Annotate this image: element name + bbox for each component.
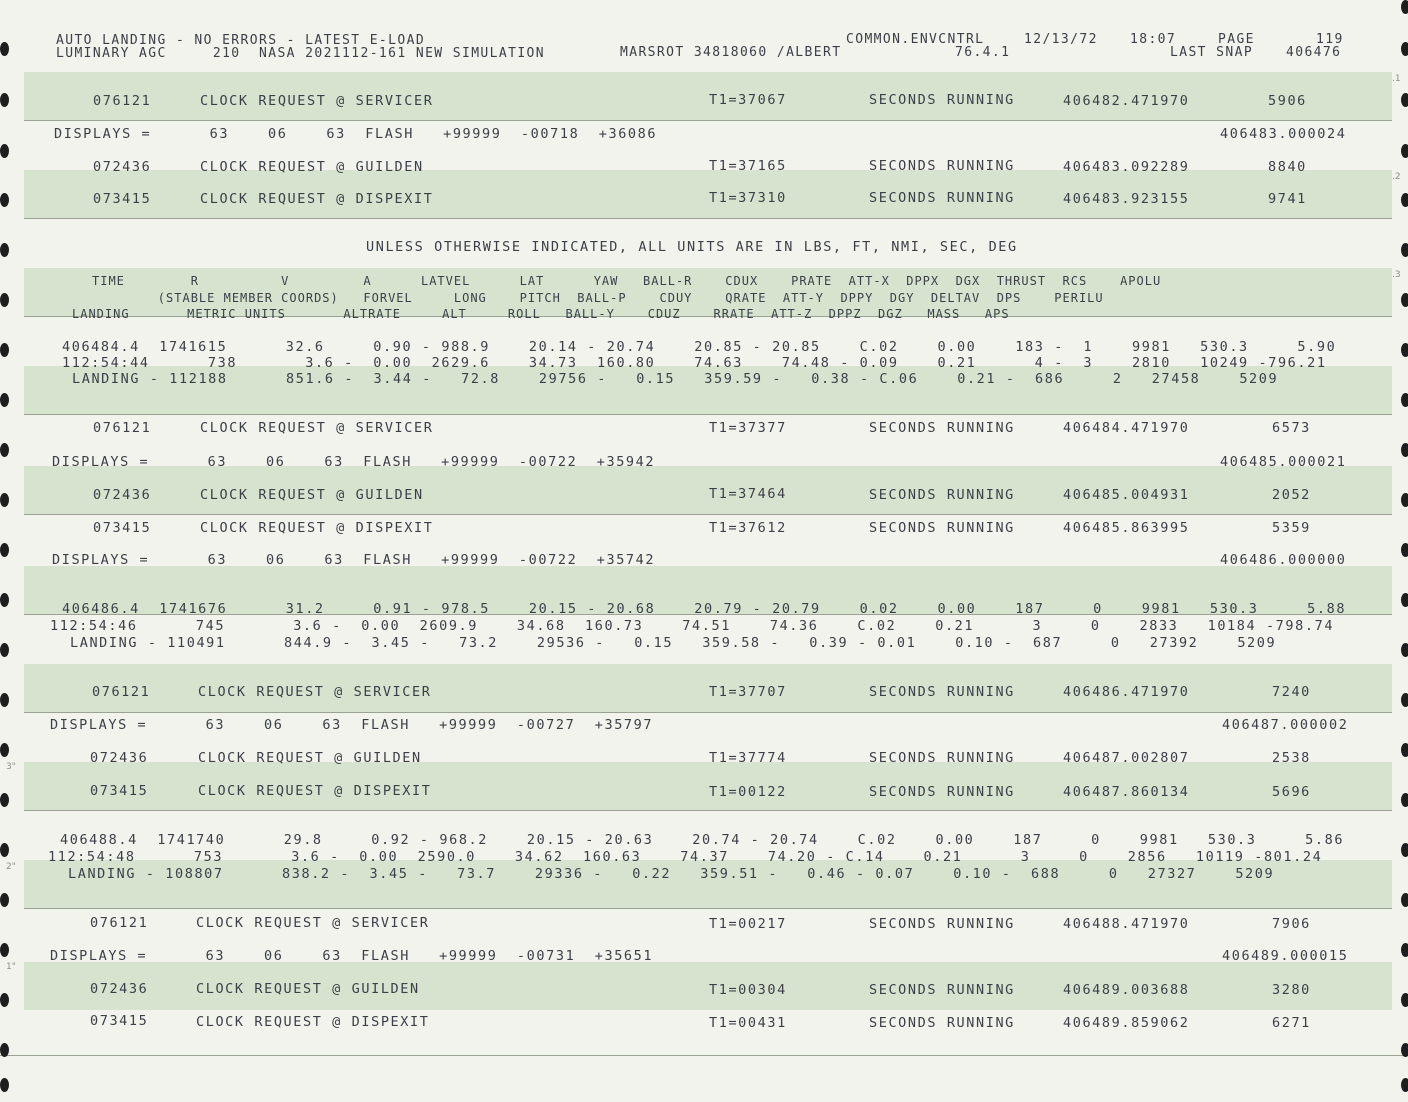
feed-hole [1401,493,1408,507]
gutter-mark: 2" [6,862,16,872]
feed-hole [1401,343,1408,357]
snapshot-line-2: 112:54:46 745 3.6 - 0.00 2609.9 34.68 160.73 74.51 74.36 C.02 0.21 3 0 2833 10184 -798.74 [50,618,1335,634]
feed-hole [1401,693,1408,707]
event-label: CLOCK REQUEST @ SERVICER [198,684,432,700]
band-rule [24,712,1392,713]
gutter-mark: .2 [1392,172,1401,182]
units-note: UNLESS OTHERWISE INDICATED, ALL UNITS ARE IN LBS, FT, NMI, SEC, DEG [366,239,1018,255]
header-version: 76.4.1 [955,45,1011,60]
event-count: 7240 [1272,684,1311,700]
event-count: 8840 [1268,159,1307,175]
gutter-mark: 1" [6,962,16,972]
feed-hole [0,243,9,257]
event-t1: T1=00304 [709,982,787,998]
feed-hole [1401,643,1408,657]
event-label: CLOCK REQUEST @ SERVICER [196,915,430,931]
header-subtitle: LUMINARY AGC 210 NASA 2021112-161 NEW SIMULATION [56,46,546,61]
event-count: 6573 [1272,420,1311,436]
event-address: 073415 [90,783,149,799]
snapshot-line-3: LANDING - 112188 851.6 - 3.44 - 72.8 29756 - 0.15 359.59 - 0.38 - C.06 0.21 - 686 2 27458 5209 [72,371,1279,387]
event-address: 076121 [90,915,149,931]
event-seconds: 406486.471970 [1063,684,1190,700]
snapshot-line-1: 406488.4 1741740 29.8 0.92 - 968.2 20.15 - 20.63 20.74 - 20.74 C.02 0.00 187 0 9981 530.3 5.86 [60,832,1345,848]
column-header-line: TIME R V A LATVEL LAT YAW BALL-R CDUX PRATE ATT-X DPPX DGX THRUST RCS APOLU [92,274,1162,288]
feed-hole [0,993,9,1007]
event-seconds: 406485.863995 [1063,520,1190,536]
event-t1: T1=37774 [709,750,787,766]
band-rule [24,218,1392,219]
event-count: 2052 [1272,487,1311,503]
event-status: SECONDS RUNNING [869,916,1015,932]
feed-hole [0,443,9,457]
feed-hole [1401,293,1408,307]
feed-hole [0,193,9,207]
event-seconds: 406483.092289 [1063,159,1190,175]
band-rule [24,414,1392,415]
event-label: CLOCK REQUEST @ DISPEXIT [200,520,434,536]
feed-hole [0,843,9,857]
header-date: 12/13/72 [1024,32,1098,47]
event-t1: T1=00431 [709,1015,787,1031]
event-status: SECONDS RUNNING [869,750,1015,766]
feed-hole [1401,893,1408,907]
band-rule [24,120,1392,121]
displays-stamp: 406487.000002 [1222,717,1349,733]
event-status: SECONDS RUNNING [869,982,1015,998]
feed-hole [1401,243,1408,257]
snapshot-line-1: 406484.4 1741615 32.6 0.90 - 988.9 20.14 - 20.74 20.85 - 20.85 C.02 0.00 183 - 1 9981 530.3 5.90 [62,339,1337,355]
feed-hole [0,293,9,307]
snapshot-line-1: 406486.4 1741676 31.2 0.91 - 978.5 20.15 - 20.68 20.79 - 20.79 0.02 0.00 187 0 9981 530.3 5.88 [62,601,1347,617]
feed-hole [0,893,9,907]
feed-hole [0,42,9,56]
event-label: CLOCK REQUEST @ GUILDEN [200,159,424,175]
feed-hole [1401,943,1408,957]
band-rule [24,514,1392,515]
feed-hole [1401,743,1408,757]
event-status: SECONDS RUNNING [869,784,1015,800]
event-seconds: 406488.471970 [1063,916,1190,932]
band-rule [24,810,1392,811]
header-title: AUTO LANDING - NO ERRORS - LATEST E-LOAD [56,33,426,48]
event-count: 2538 [1272,750,1311,766]
event-status: SECONDS RUNNING [869,684,1015,700]
event-label: CLOCK REQUEST @ SERVICER [200,420,434,436]
snapshot-line-3: LANDING - 110491 844.9 - 3.45 - 73.2 29536 - 0.15 359.58 - 0.39 - 0.01 0.10 - 687 0 27392 5209 [70,635,1277,651]
displays-stamp: 406485.000021 [1220,454,1347,470]
event-t1: T1=00217 [709,916,787,932]
feed-hole [0,393,9,407]
column-header-line: LANDING METRIC UNITS ALTRATE ALT ROLL BALL-Y CDUZ RRATE ATT-Z DPPZ DGZ MASS APS [72,307,1010,321]
gutter-mark: .1 [1392,74,1401,84]
feed-hole [1401,0,1408,14]
feed-hole [0,943,9,957]
feed-hole [0,1043,9,1057]
feed-hole [0,593,9,607]
event-address: 073415 [90,1013,149,1029]
feed-hole [1401,393,1408,407]
displays-values: DISPLAYS = 63 06 63 FLASH +99999 -00731 +35651 [50,948,654,964]
event-label: CLOCK REQUEST @ GUILDEN [198,750,422,766]
feed-hole [0,493,9,507]
event-address: 072436 [93,159,152,175]
event-label: CLOCK REQUEST @ GUILDEN [200,487,424,503]
header-snap-number: 406476 [1286,45,1342,60]
event-address: 076121 [93,93,152,109]
feed-hole [1401,443,1408,457]
event-seconds: 406483.923155 [1063,191,1190,207]
displays-stamp: 406483.000024 [1220,126,1347,142]
feed-hole [1401,1078,1408,1092]
event-count: 9741 [1268,191,1307,207]
event-status: SECONDS RUNNING [869,487,1015,503]
displays-values: DISPLAYS = 63 06 63 FLASH +99999 -00718 +36086 [54,126,658,142]
displays-values: DISPLAYS = 63 06 63 FLASH +99999 -00722 +35942 [52,454,656,470]
event-seconds: 406485.004931 [1063,487,1190,503]
event-count: 5696 [1272,784,1311,800]
event-address: 073415 [93,191,152,207]
event-t1: T1=37612 [709,520,787,536]
feed-hole [0,543,9,557]
event-address: 072436 [93,487,152,503]
feed-hole [1401,843,1408,857]
event-count: 7906 [1272,916,1311,932]
feed-hole [0,793,9,807]
header-time: 18:07 [1130,32,1177,47]
displays-values: DISPLAYS = 63 06 63 FLASH +99999 -00727 +35797 [50,717,654,733]
event-status: SECONDS RUNNING [869,190,1015,206]
header-module: COMMON.ENVCNTRL [846,32,985,47]
event-label: CLOCK REQUEST @ DISPEXIT [196,1014,430,1030]
event-seconds: 406484.471970 [1063,420,1190,436]
feed-hole [0,144,9,158]
event-count: 5359 [1272,520,1311,536]
band-rule [0,1055,1408,1056]
snapshot-line-2: 112:54:44 738 3.6 - 0.00 2629.6 34.73 160.80 74.63 74.48 - 0.09 0.21 4 - 3 2810 10249 -796.21 [62,355,1327,371]
event-t1: T1=37464 [709,486,787,502]
event-seconds: 406489.003688 [1063,982,1190,998]
displays-values: DISPLAYS = 63 06 63 FLASH +99999 -00722 +35742 [52,552,656,568]
band-rule [24,908,1392,909]
event-count: 6271 [1272,1015,1311,1031]
event-seconds: 406487.002807 [1063,750,1190,766]
event-status: SECONDS RUNNING [869,420,1015,436]
feed-hole [0,343,9,357]
event-t1: T1=37165 [709,158,787,174]
gutter-mark: .3 [1392,270,1401,280]
snapshot-line-3: LANDING - 108807 838.2 - 3.45 - 73.7 29336 - 0.22 359.51 - 0.46 - 0.07 0.10 - 688 0 27327 5209 [68,866,1275,882]
feed-hole [0,743,9,757]
event-label: CLOCK REQUEST @ DISPEXIT [198,783,432,799]
feed-hole [1401,93,1408,107]
feed-hole [1401,144,1408,158]
feed-hole [1401,793,1408,807]
event-address: 076121 [93,420,152,436]
event-t1: T1=37067 [709,92,787,108]
feed-hole [0,1078,9,1092]
feed-hole [1401,993,1408,1007]
header-snap-label: LAST SNAP [1170,45,1254,60]
displays-stamp: 406489.000015 [1222,948,1349,964]
event-seconds: 406482.471970 [1063,93,1190,109]
event-seconds: 406489.859062 [1063,1015,1190,1031]
feed-hole [1401,543,1408,557]
event-status: SECONDS RUNNING [869,158,1015,174]
event-t1: T1=37707 [709,684,787,700]
displays-stamp: 406486.000000 [1220,552,1347,568]
event-t1: T1=00122 [709,784,787,800]
header-page-label: PAGE [1218,32,1255,47]
event-address: 073415 [93,520,152,536]
feed-hole [1401,193,1408,207]
event-label: CLOCK REQUEST @ SERVICER [200,93,434,109]
gutter-mark: 3" [6,762,16,772]
feed-hole [0,93,9,107]
feed-hole [1401,42,1408,56]
column-header-line: (STABLE MEMBER COORDS) FORVEL LONG PITCH BALL-P CDUY QRATE ATT-Y DPPY DGY DELTAV DPS PERILU [92,291,1104,305]
event-t1: T1=37377 [709,420,787,436]
feed-hole [1401,593,1408,607]
event-label: CLOCK REQUEST @ DISPEXIT [200,191,434,207]
snapshot-line-2: 112:54:48 753 3.6 - 0.00 2590.0 34.62 160.63 74.37 74.20 - C.14 0.21 3 0 2856 10119 -801.24 [48,849,1323,865]
event-seconds: 406487.860134 [1063,784,1190,800]
header-page-number: 119 [1316,32,1344,47]
feed-hole [1401,1043,1408,1057]
event-address: 072436 [90,981,149,997]
event-status: SECONDS RUNNING [869,520,1015,536]
feed-hole [0,643,9,657]
feed-hole [0,693,9,707]
event-label: CLOCK REQUEST @ GUILDEN [196,981,420,997]
event-status: SECONDS RUNNING [869,92,1015,108]
event-status: SECONDS RUNNING [869,1015,1015,1031]
event-address: 072436 [90,750,149,766]
header-job: MARSROT 34818060 /ALBERT [620,45,842,60]
event-count: 5906 [1268,93,1307,109]
event-address: 076121 [92,684,151,700]
event-count: 3280 [1272,982,1311,998]
event-t1: T1=37310 [709,190,787,206]
